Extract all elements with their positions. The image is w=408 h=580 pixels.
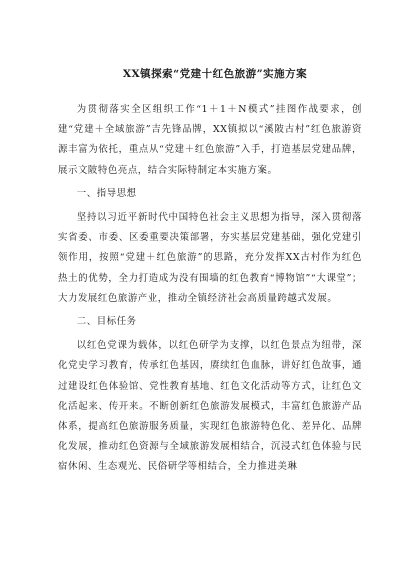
objectives-paragraph: 以红色党课为载体，以红色研学为支撑，以红色景点为纽带，深化党史学习教育，传承红色基因，赓续红色血脉，讲好红色故事，通过建设红色体验馆、党性教育基地、红色文化活动等方式，让红色文化活起来、传开来。不断创新红色旅游发展模式，丰富红色旅游产品体系，提高红色旅游服务质量，实现红色旅游特色化、差异化、品牌化发展，推动红色资源与全域旅游发展相结合，沉浸式红色体验与民宿休闲、生态观光、民俗研学等相结合，全力推进美琳	[58, 340, 362, 473]
guiding-ideology-paragraph: 坚持以习近平新时代中国特色社会主义思想为指导，深入贯彻落实省委、市委、区委重要决策部署，夯实基层党建基础，强化党建引领作用，按照“党建＋红色旅游”的思路，充分发挥XX古村作为红色热土的优势，全力打造成为没有围墙的红色教育“博物馆”“大课堂”；大力发展红色旅游产业，推动全镇经济社会高质量跨越式发展。	[58, 212, 362, 304]
section-heading-objectives: 二、目标任务	[76, 316, 137, 328]
intro-paragraph: 为贯彻落实全区组织工作“1＋1＋N模式”挂图作战要求，创建“党建＋全域旅游”吉先锋品牌，XX镇拟以“溪陂古村”红色旅游资源丰富为依托，重点从“党建＋红色旅游”入手，打造基层党建品牌，展示文陂特色亮点，结合实际特制定本实施方案。	[58, 104, 362, 176]
document-title: XX镇探索“党建十红色旅游”实施方案	[122, 68, 308, 80]
section-heading-guiding-ideology: 一、指导思想	[76, 187, 137, 199]
